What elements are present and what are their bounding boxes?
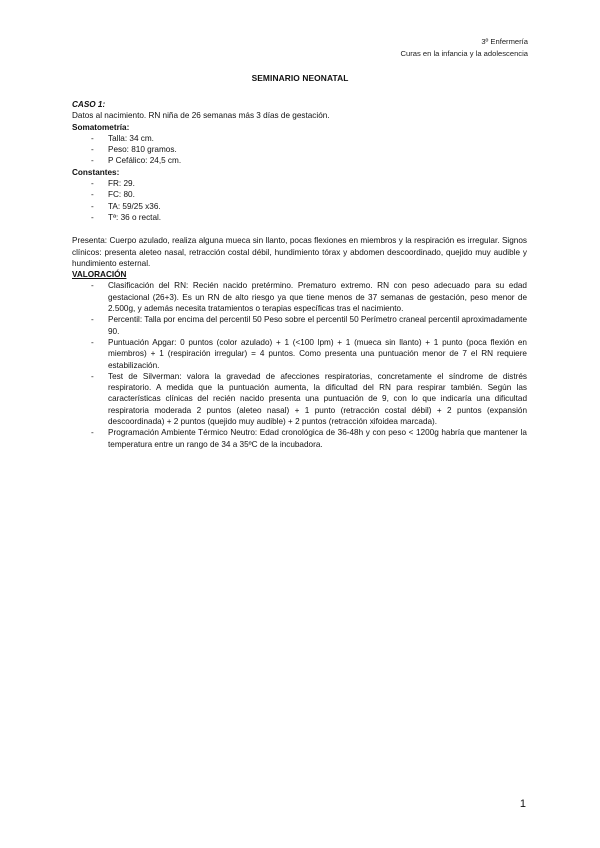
document-title: SEMINARIO NEONATAL <box>251 73 349 83</box>
valoracion-list <box>72 280 527 449</box>
list-item: - P Cefálico: 24,5 cm. <box>72 155 527 166</box>
valoracion-heading: VALORACIÓN <box>72 270 127 280</box>
list-item: - Clasificación del RN: Recién nacido pretérmino. Prematuro extremo. RN con peso adecuado para su edad gestacional (26+3). Es un RN de alto riesgo ya que tiene menos de 37 semanas de gestación, peso menor de 2.500g, y además necesita tratamientos o terapias específicas tras el nacimiento. <box>72 280 527 314</box>
list-item: - FR: 29. <box>72 178 527 189</box>
list-item: - FC: 80. <box>72 189 527 200</box>
list-item: - TA: 59/25 x36. <box>72 201 527 212</box>
list-item: - Talla: 34 cm. <box>72 133 527 144</box>
somatometria-heading: Somatometría: <box>72 122 130 132</box>
header-subject: Curas en la infancia y la adolescencia <box>400 49 528 58</box>
presenta-paragraph: Presenta: Cuerpo azulado, realiza alguna mueca sin llanto, pocas flexiones en miembros y la respiración es irregular. Signos clínicos: presenta aleteo nasal, retracción costal débil, hundimiento tórax y abdomen descoordinado, quejido muy audible y hundimiento esternal. <box>72 236 527 268</box>
header-course: 3º Enfermería <box>481 37 528 46</box>
case-intro: Datos al nacimiento. RN niña de 26 semanas más 3 días de gestación. <box>72 111 330 121</box>
list-item: - Tª: 36 o rectal. <box>72 212 527 223</box>
page-header <box>401 36 528 60</box>
somatometria-list <box>72 133 527 167</box>
list-item: - Peso: 810 gramos. <box>72 144 527 155</box>
case-label: CASO 1: <box>72 100 106 109</box>
constantes-heading: Constantes: <box>72 167 120 177</box>
page-number: 1 <box>519 798 526 810</box>
list-item: - Programación Ambiente Térmico Neutro: Edad cronológica de 36-48h y con peso < 1200g habría que mantener la temperatura entre un rango de 34 a 35ºC de la incubadora. <box>72 427 527 450</box>
list-item: - Puntuación Apgar: 0 puntos (color azulado) + 1 (<100 lpm) + 1 (mueca sin llanto) + 1 punto (poca flexión en miembros) + 1 (respiración irregular) = 4 puntos. Como presenta una puntuación menor de 7 el RN requiere estabilización. <box>72 337 527 371</box>
list-item: - Test de Silverman: valora la gravedad de afecciones respiratorias, concretamente el síndrome de distrés respiratorio. A medida que la puntuación aumenta, la dificultad del RN para respirar también. Según las características clínicas del recién nacido presenta una puntuación de 9, con lo que indicaría una dificultad respiratoria moderada 2 puntos (aleteo nasal) + 1 punto (retracción costal débil) + 2 puntos (expansión descoordinada) + 2 puntos (quejido muy audible) + 2 puntos (retracción xifoidea marcada). <box>72 371 527 427</box>
constantes-list <box>72 178 527 223</box>
list-item: - Percentil: Talla por encima del percentil 50 Peso sobre el percentil 50 Perímetro craneal percentil aproximadamente 90. <box>72 314 527 337</box>
document-body <box>72 99 527 450</box>
